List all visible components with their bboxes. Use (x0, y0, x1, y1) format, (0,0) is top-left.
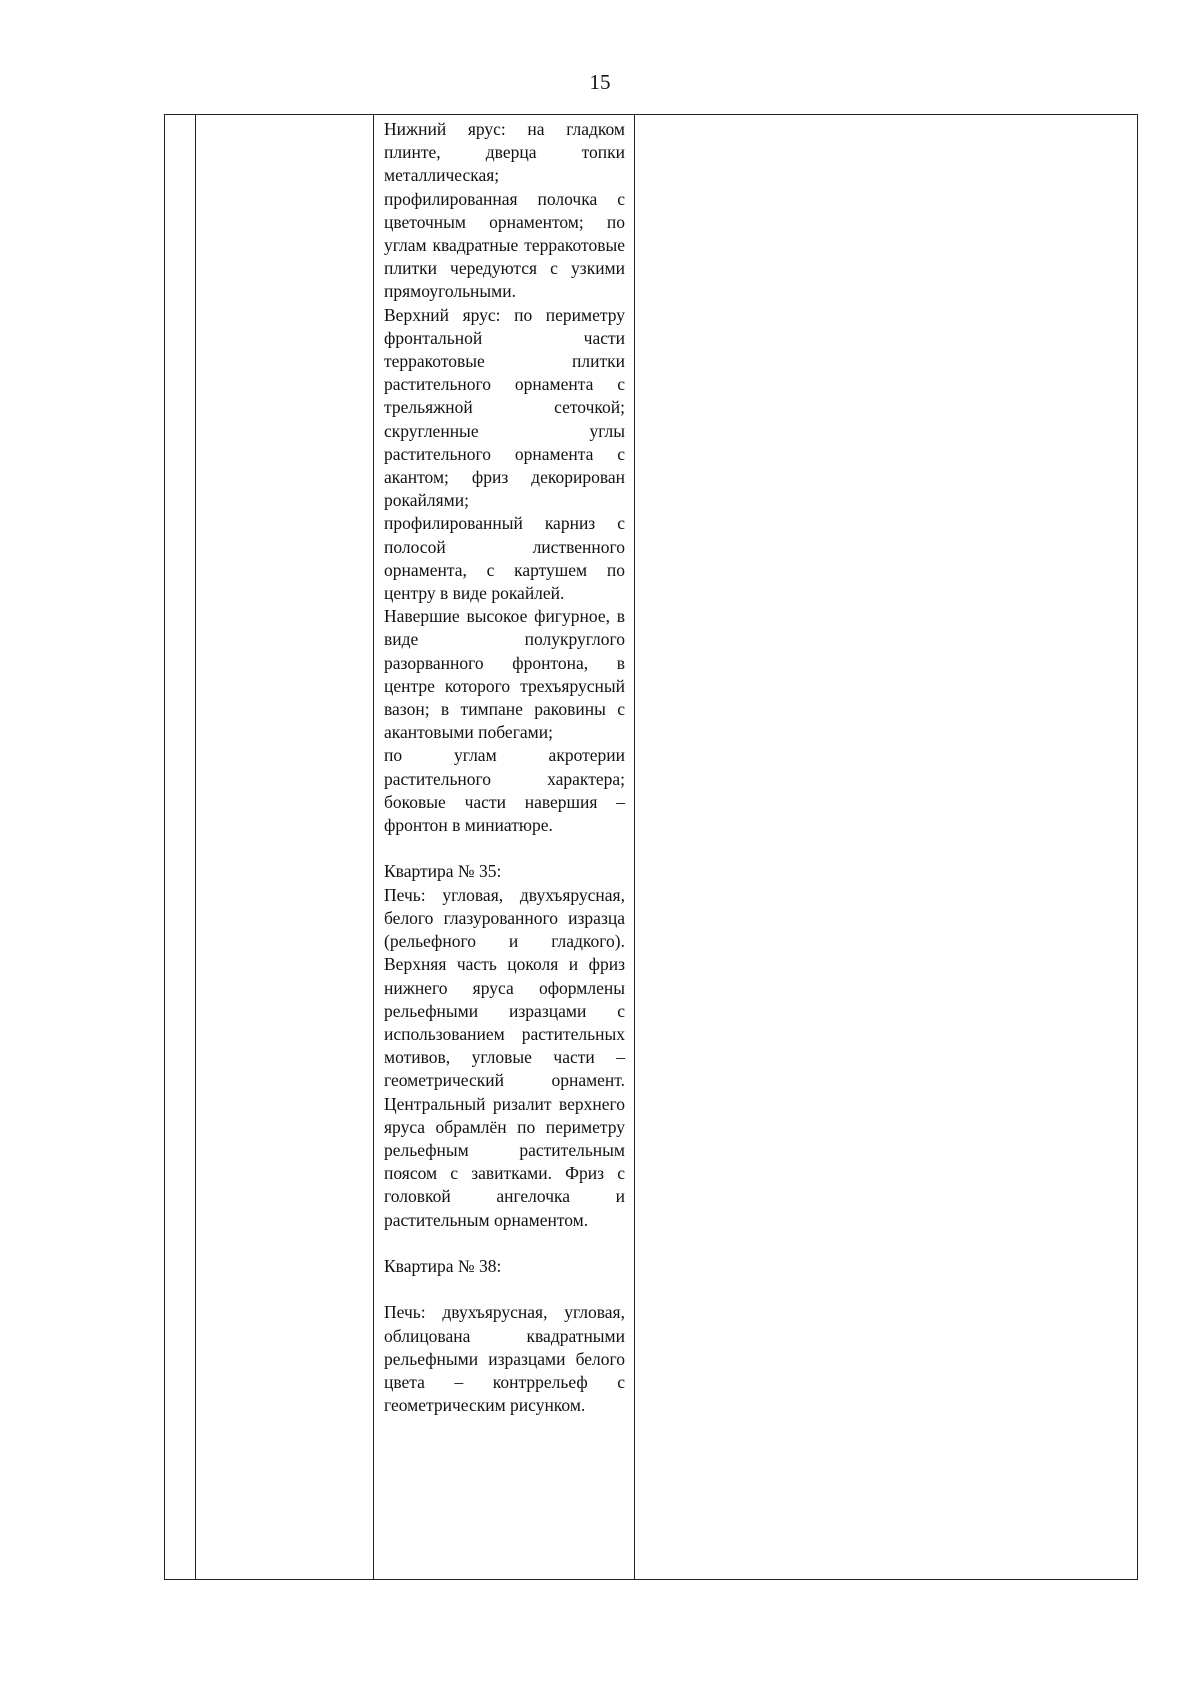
document-table (164, 114, 1138, 1580)
description-paragraph: Нижний ярус: на гладком плинте, дверца топки металлическая; (384, 119, 625, 186)
description-paragraph: по углам акротерии растительного характера; боковые части навершия – фронтон в миниатюре. (384, 745, 625, 836)
description-paragraph: Верхний ярус: по периметру фронтальной части терракотовые плитки растительного орнамента с трельяжной сеточкой; скругленные углы растительного орнамента с акантом; фриз декорирован рокайлями; (384, 304, 625, 511)
description-paragraph: Печь: двухъярусная, угловая, облицована квадратными рельефными изразцами белого цвета – контррельеф с геометрическим рисунком. (384, 1302, 625, 1416)
description-paragraph: профилированный карниз с полосой лиственного орнамента, с картушем по центру в виде рокайлей. (384, 513, 625, 604)
description-paragraph: Печь: угловая, двухъярусная, белого глазурованного изразца (рельефного и гладкого). Верхняя часть цоколя и фриз нижнего яруса оформлены рельефными изразцами с использованием растительных мотивов, угловые части – геометрический орнамент. Центральный ризалит верхнего яруса обрамлён по периметру рельефным растительным поясом с завитками. Фриз с головкой ангелочка и растительным орнаментом. (384, 884, 625, 1230)
description-paragraph: Квартира № 35: (384, 861, 502, 882)
description-paragraph: Квартира № 38: (384, 1255, 502, 1276)
paragraph-gap (384, 1278, 625, 1301)
description-paragraph: профилированная полочка с цветочным орнаментом; по углам квадратные терракотовые плитки чередуются с узкими прямоугольными. (384, 188, 625, 302)
table-cell-notes (635, 115, 1138, 1580)
paragraph-gap (384, 1232, 625, 1255)
paragraph-gap (384, 837, 625, 860)
table-cell-number (165, 115, 196, 1580)
page-number: 15 (589, 70, 611, 94)
description-text (374, 115, 634, 1417)
table-cell-name (196, 115, 374, 1580)
table-cell-description (374, 115, 635, 1580)
description-paragraph: Навершие высокое фигурное, в виде полукруглого разорванного фронтона, в центре которого трехъярусный вазон; в тимпане раковины с акантовыми побегами; (384, 606, 625, 743)
table-row (165, 115, 1138, 1580)
